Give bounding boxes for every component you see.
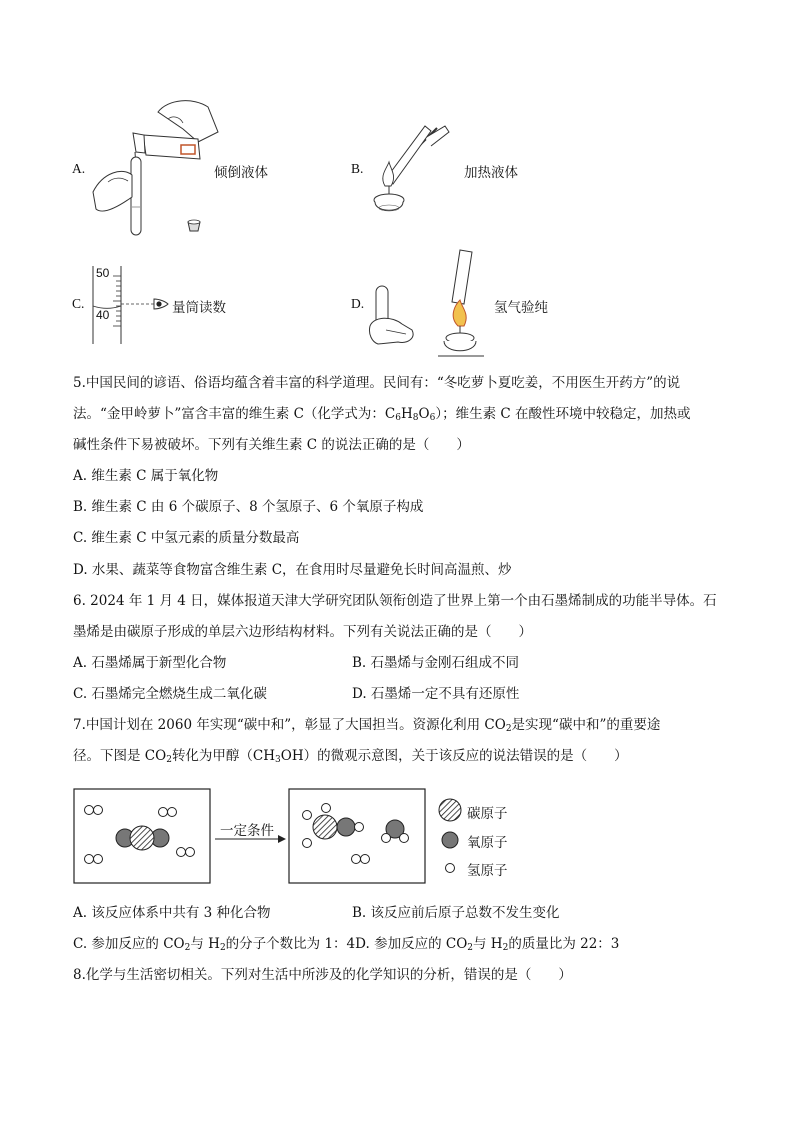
q4-option-d-caption: 氢气验纯 (494, 300, 548, 316)
q7-option-cd (73, 934, 619, 958)
q4-option-a-caption: 倾倒液体 (214, 165, 268, 181)
q7-stem-line2: 径。下图是 $CO_2$转化为甲醇$(CH_3OH)$的微观示意图，关于该反应的说法错误的是（ ） (73, 748, 628, 765)
q5-option-a: A. 维生素 C 属于氧化物 (73, 468, 219, 484)
q6-option-d: D. 石墨烯一定不具有还原性 (352, 686, 520, 702)
q7-option-c: C. 参加反应的 $CO_2$与 $H_2$的分子个数比为 1：4 (73, 936, 356, 953)
q6-option-b: B. 石墨烯与金刚石组成不同 (352, 655, 520, 671)
q7-option-a: A. 该反应体系中共有 3 种化合物 (73, 905, 271, 921)
legend-carbon-atom: 碳原子 (467, 806, 508, 822)
cylinder-tick-bottom: 40 (96, 308, 110, 322)
q5-option-b: B. 维生素 C 由 6 个碳原子、8 个氢原子、6 个氧原子构成 (73, 499, 424, 515)
hydrogen-purity-test-illustration (368, 246, 493, 361)
reaction-microscopic-diagram (70, 785, 530, 887)
q4-option-c-letter: C. (72, 296, 85, 311)
q6-option-c: C. 石墨烯完全燃烧生成二氧化碳 (73, 686, 267, 702)
q6-option-a: A. 石墨烯属于新型化合物 (73, 655, 227, 671)
reaction-condition-label: 一定条件 (220, 823, 274, 839)
q6-stem-line1: 6. 2024 年 1 月 4 日，媒体报道天津大学研究团队领衔创造了世界上第一个由石墨烯制成的功能半导体。石 (73, 593, 717, 609)
pouring-liquid-illustration (88, 97, 223, 242)
q7-option-d: D. 参加反应的 $CO_2$与 $H_2$的质量比为 22：3 (355, 936, 620, 953)
legend-hydrogen-atom: 氢原子 (467, 863, 508, 879)
q5-option-d: D. 水果、蔬菜等食物富含维生素 C，在食用时尽量避免长时间高温煎、炒 (73, 562, 512, 578)
legend-oxygen-atom: 氧原子 (467, 835, 508, 851)
q7-option-b: B. 该反应前后原子总数不发生变化 (352, 905, 560, 921)
q5-option-c: C. 维生素 C 中氢元素的质量分数最高 (73, 530, 300, 546)
q4-option-c-caption: 量筒读数 (172, 300, 226, 316)
q4-option-b-caption: 加热液体 (464, 165, 518, 181)
q5-stem-line2: 法。“金甲岭萝卜”富含丰富的维生素 C（化学式为：$C_6H_8O_6$）；维生素 C 在酸性环境中较稳定，加热或 (73, 406, 691, 423)
heating-liquid-illustration (365, 118, 460, 218)
q4-option-d-letter: D. (351, 296, 365, 311)
cylinder-tick-top: 50 (96, 266, 110, 280)
q5-stem-line3: 碱性条件下易被破坏。下列有关维生素 C 的说法正确的是（ ） (73, 437, 470, 453)
q4-option-a-letter: A. (72, 161, 86, 176)
q4-option-b-letter: B. (351, 161, 364, 176)
q6-stem-line2: 墨烯是由碳原子形成的单层六边形结构材料。下列有关说法正确的是（ ） (73, 624, 532, 640)
q8-stem: 8.化学与生活密切相关。下列对生活中所涉及的化学知识的分析，错误的是（ ） (73, 967, 572, 983)
q5-stem-line1: 5.中国民间的谚语、俗语均蕴含着丰富的科学道理。民间有：“冬吃萝卜夏吃姜，不用医生开药方”的说 (73, 375, 681, 391)
q7-stem-line1: 7.中国计划在 2060 年实现“碳中和”，彰显了大国担当。资源化利用 $CO_2$是实现“碳中和”的重要途 (73, 717, 661, 734)
